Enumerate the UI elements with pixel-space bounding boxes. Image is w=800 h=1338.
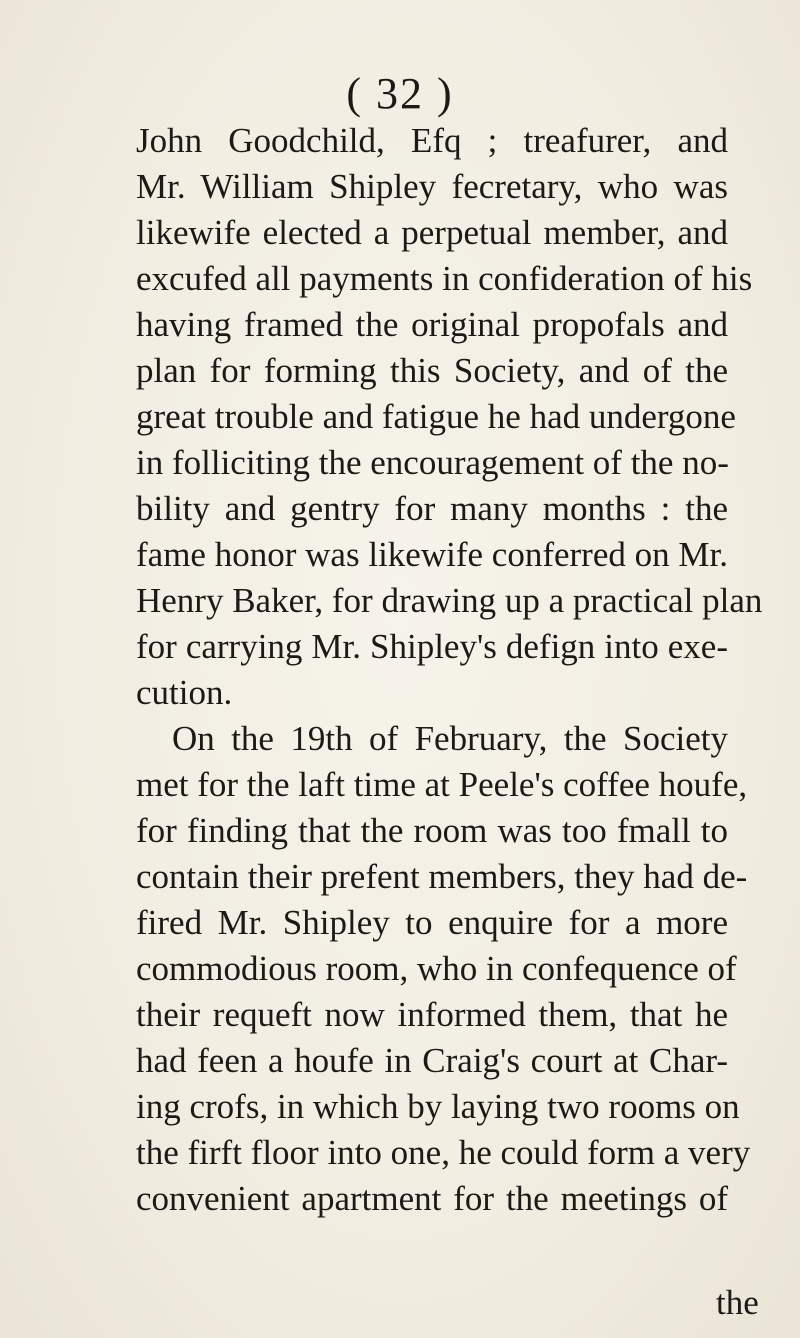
text-line: excufed all payments in confideration of his <box>136 259 753 298</box>
text-line: convenient apartment for the meetings of <box>136 1179 728 1218</box>
text-line: in folliciting the encouragement of the no- <box>136 443 729 482</box>
text-line: their requeft now informed them, that he <box>136 995 728 1034</box>
text-line: fame honor was likewife conferred on Mr. <box>136 535 728 574</box>
text-line: contain their prefent members, they had de- <box>136 857 748 896</box>
text-line: commodious room, who in confequence of <box>136 949 737 988</box>
page-number: ( 32 ) <box>346 69 454 118</box>
text-line: likewife elected a perpetual member, and <box>136 213 728 252</box>
text-line: cution. <box>136 673 233 712</box>
text-line: for carrying Mr. Shipley's defign into exe- <box>136 627 728 666</box>
text-line: plan for forming this Society, and of the <box>136 351 728 390</box>
text-line: the firft floor into one, he could form a very <box>136 1133 751 1172</box>
text-line: fired Mr. Shipley to enquire for a more <box>136 903 728 942</box>
text-line: ing crofs, in which by laying two rooms on <box>136 1087 740 1126</box>
text-line: having framed the original propofals and <box>136 305 728 344</box>
text-line: for finding that the room was too fmall to <box>136 811 728 850</box>
text-line: Mr. William Shipley fecretary, who was <box>136 167 728 206</box>
paragraph-first-line: On the 19th of February, the Society <box>172 719 728 758</box>
text-line: had feen a houfe in Craig's court at Char- <box>136 1041 728 1080</box>
text-line: met for the laft time at Peele's coffee houfe, <box>136 765 748 804</box>
text-line: bility and gentry for many months : the <box>136 489 728 528</box>
text-line: John Goodchild, Efq ; treafurer, and <box>136 121 728 160</box>
text-line: Henry Baker, for drawing up a practical plan <box>136 581 763 620</box>
catchword: the <box>716 1283 759 1322</box>
text-line: great trouble and fatigue he had undergone <box>136 397 736 436</box>
